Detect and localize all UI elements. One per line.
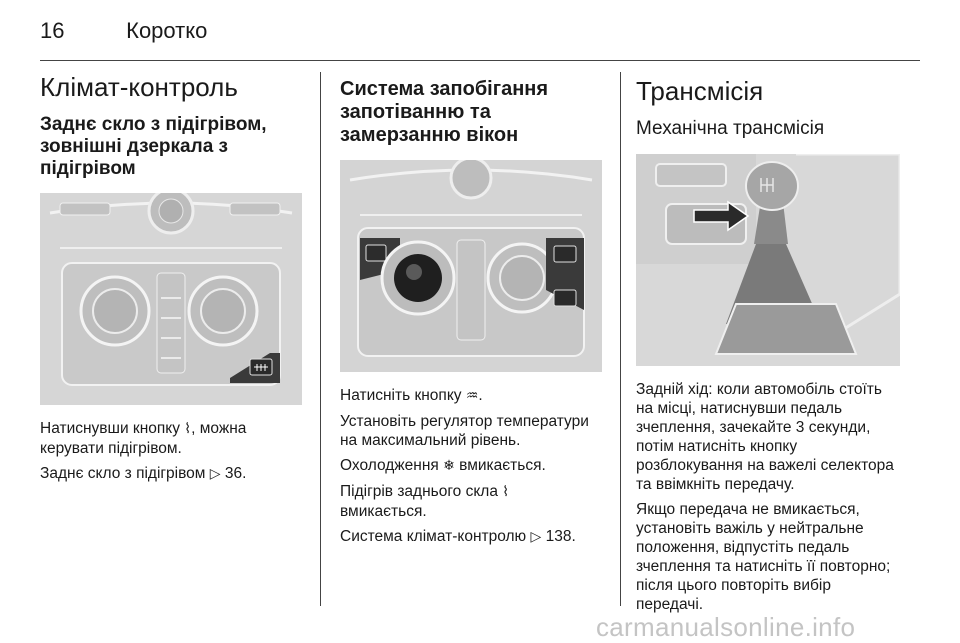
paragraph-heat-button: Натиснувши кнопку ⌇, можна керувати підігрівом. [40,420,247,457]
paragraph-rear-heat-on: Підігрів заднього скла ⌇ вмикається. [340,483,510,520]
page-title: Коротко [126,18,208,43]
right-column [636,72,902,620]
paragraph-gear-not-engaged: Якщо передача не вмикається, установіть важіль у нейтральне положення, відпустіть педаль зчеплення та натисніть її повторно; після цього повторіть вибір передачі. [636,501,891,613]
section-heading-climate: Клімат-контроль [40,72,238,102]
header-rule [40,60,920,61]
ac-snowflake-icon: ❄ [443,458,455,474]
page-reference-link[interactable]: 36. [224,465,247,482]
subheading-defog: Система запобігання запотіванню та замерзанню вікон [340,78,549,146]
page-number: 16 [40,18,65,43]
page-header [40,18,207,44]
page-reference-link[interactable]: 138. [545,528,576,545]
paragraph-set-temperature: Установіть регулятор температури на максимальний рівень. [340,413,589,449]
subheading-heated-rear: Заднє скло з підігрівом, зовнішні дзеркала з підігрівом [40,114,267,179]
rear-window-heat-icon: ⌇ [502,484,510,500]
paragraph-cooling-on: Охолодження ❄ вмикається. [340,457,546,474]
climate-panel-illustration [40,193,302,405]
watermark: carmanualsonline.info [596,612,856,642]
figure-gear-lever [636,154,900,366]
column-divider [320,72,321,606]
rear-window-heat-icon: ⌇ [184,421,192,437]
column-divider [620,72,621,606]
paragraph-rear-heat-ref: Заднє скло з підігрівом ▷ 36. [40,465,247,482]
paragraph-defrost-button: Натисніть кнопку ♒. [340,387,483,404]
page-reference-icon: ▷ [530,529,542,545]
page-reference-icon: ▷ [209,466,221,482]
paragraph-climate-ref: Система клімат-контролю ▷ 138. [340,528,576,545]
paragraph-reverse-gear: Задній хід: коли автомобіль стоїть на місці, натиснувши педаль зчеплення, зачекайте 3 секунди, потім натисніть кнопку розблокування на важелі селектора та ввімкніть передачу. [636,381,894,493]
gear-lever-illustration [636,154,900,366]
windscreen-defrost-icon: ♒ [465,388,479,404]
middle-column [340,72,602,553]
section-heading-transmission: Трансмісія [636,76,764,106]
figure-defog-panel [340,160,602,372]
subheading-manual-transmission: Механічна трансмісія [636,118,825,139]
defog-panel-illustration [340,160,602,372]
figure-climate-panel [40,193,302,405]
left-column [40,72,302,490]
